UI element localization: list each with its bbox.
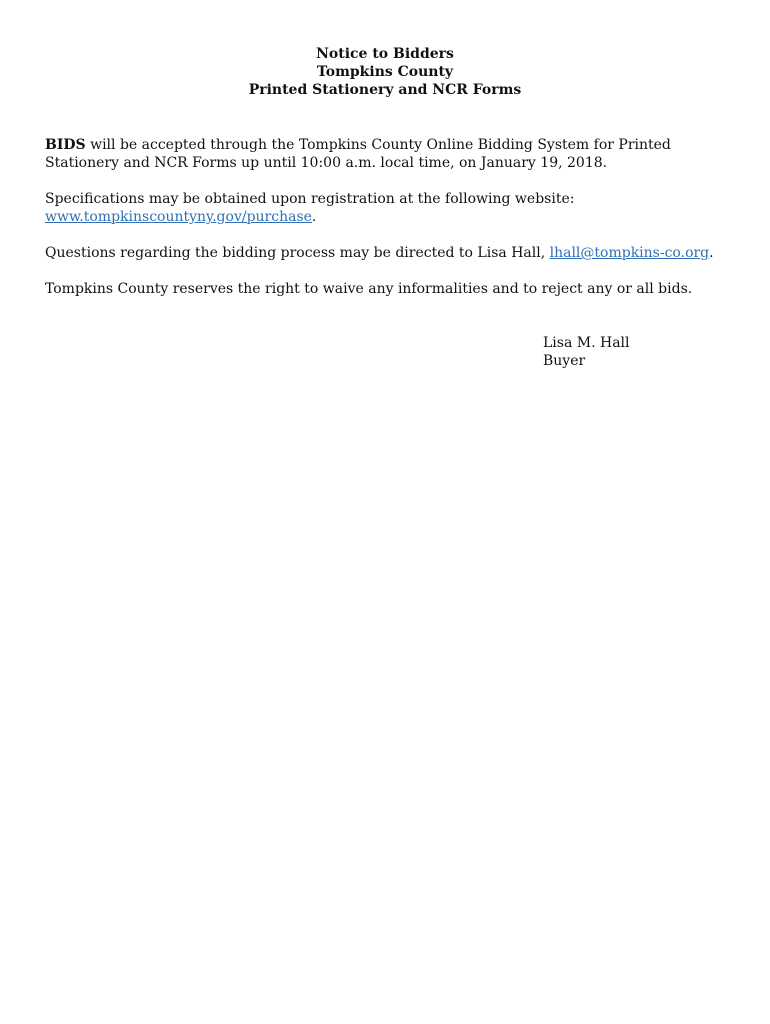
specifications-text: Specifications may be obtained upon registration at the following website: bbox=[45, 191, 575, 207]
specifications-paragraph bbox=[45, 190, 725, 226]
questions-text: Questions regarding the bidding process may be directed to Lisa Hall, bbox=[45, 245, 550, 261]
signer-name: Lisa M. Hall bbox=[543, 335, 630, 351]
questions-period: . bbox=[709, 245, 714, 261]
notice-header bbox=[0, 45, 770, 99]
purchase-website-link[interactable]: www.tompkinscountyny.gov/purchase bbox=[45, 209, 312, 225]
notice-title: Notice to Bidders bbox=[316, 46, 454, 62]
bid-subject: Printed Stationery and NCR Forms bbox=[248, 82, 522, 98]
bids-lead: BIDS bbox=[45, 137, 86, 153]
county-name: Tompkins County bbox=[316, 64, 454, 80]
signature-block bbox=[543, 334, 743, 370]
specifications-period: . bbox=[311, 209, 317, 225]
bids-text: will be accepted through the Tompkins County Online Bidding System for Printed Stationery and NCR Forms up until 10:00 a.m. local time, on January 19, 2018. bbox=[45, 137, 671, 171]
reservation-paragraph bbox=[45, 280, 725, 298]
bids-paragraph bbox=[45, 136, 725, 172]
signer-title: Buyer bbox=[543, 353, 586, 369]
questions-paragraph bbox=[45, 244, 725, 262]
reservation-text: Tompkins County reserves the right to waive any informalities and to reject any or all bids. bbox=[45, 281, 693, 297]
email-link[interactable]: lhall@tompkins-co.org bbox=[549, 245, 710, 261]
